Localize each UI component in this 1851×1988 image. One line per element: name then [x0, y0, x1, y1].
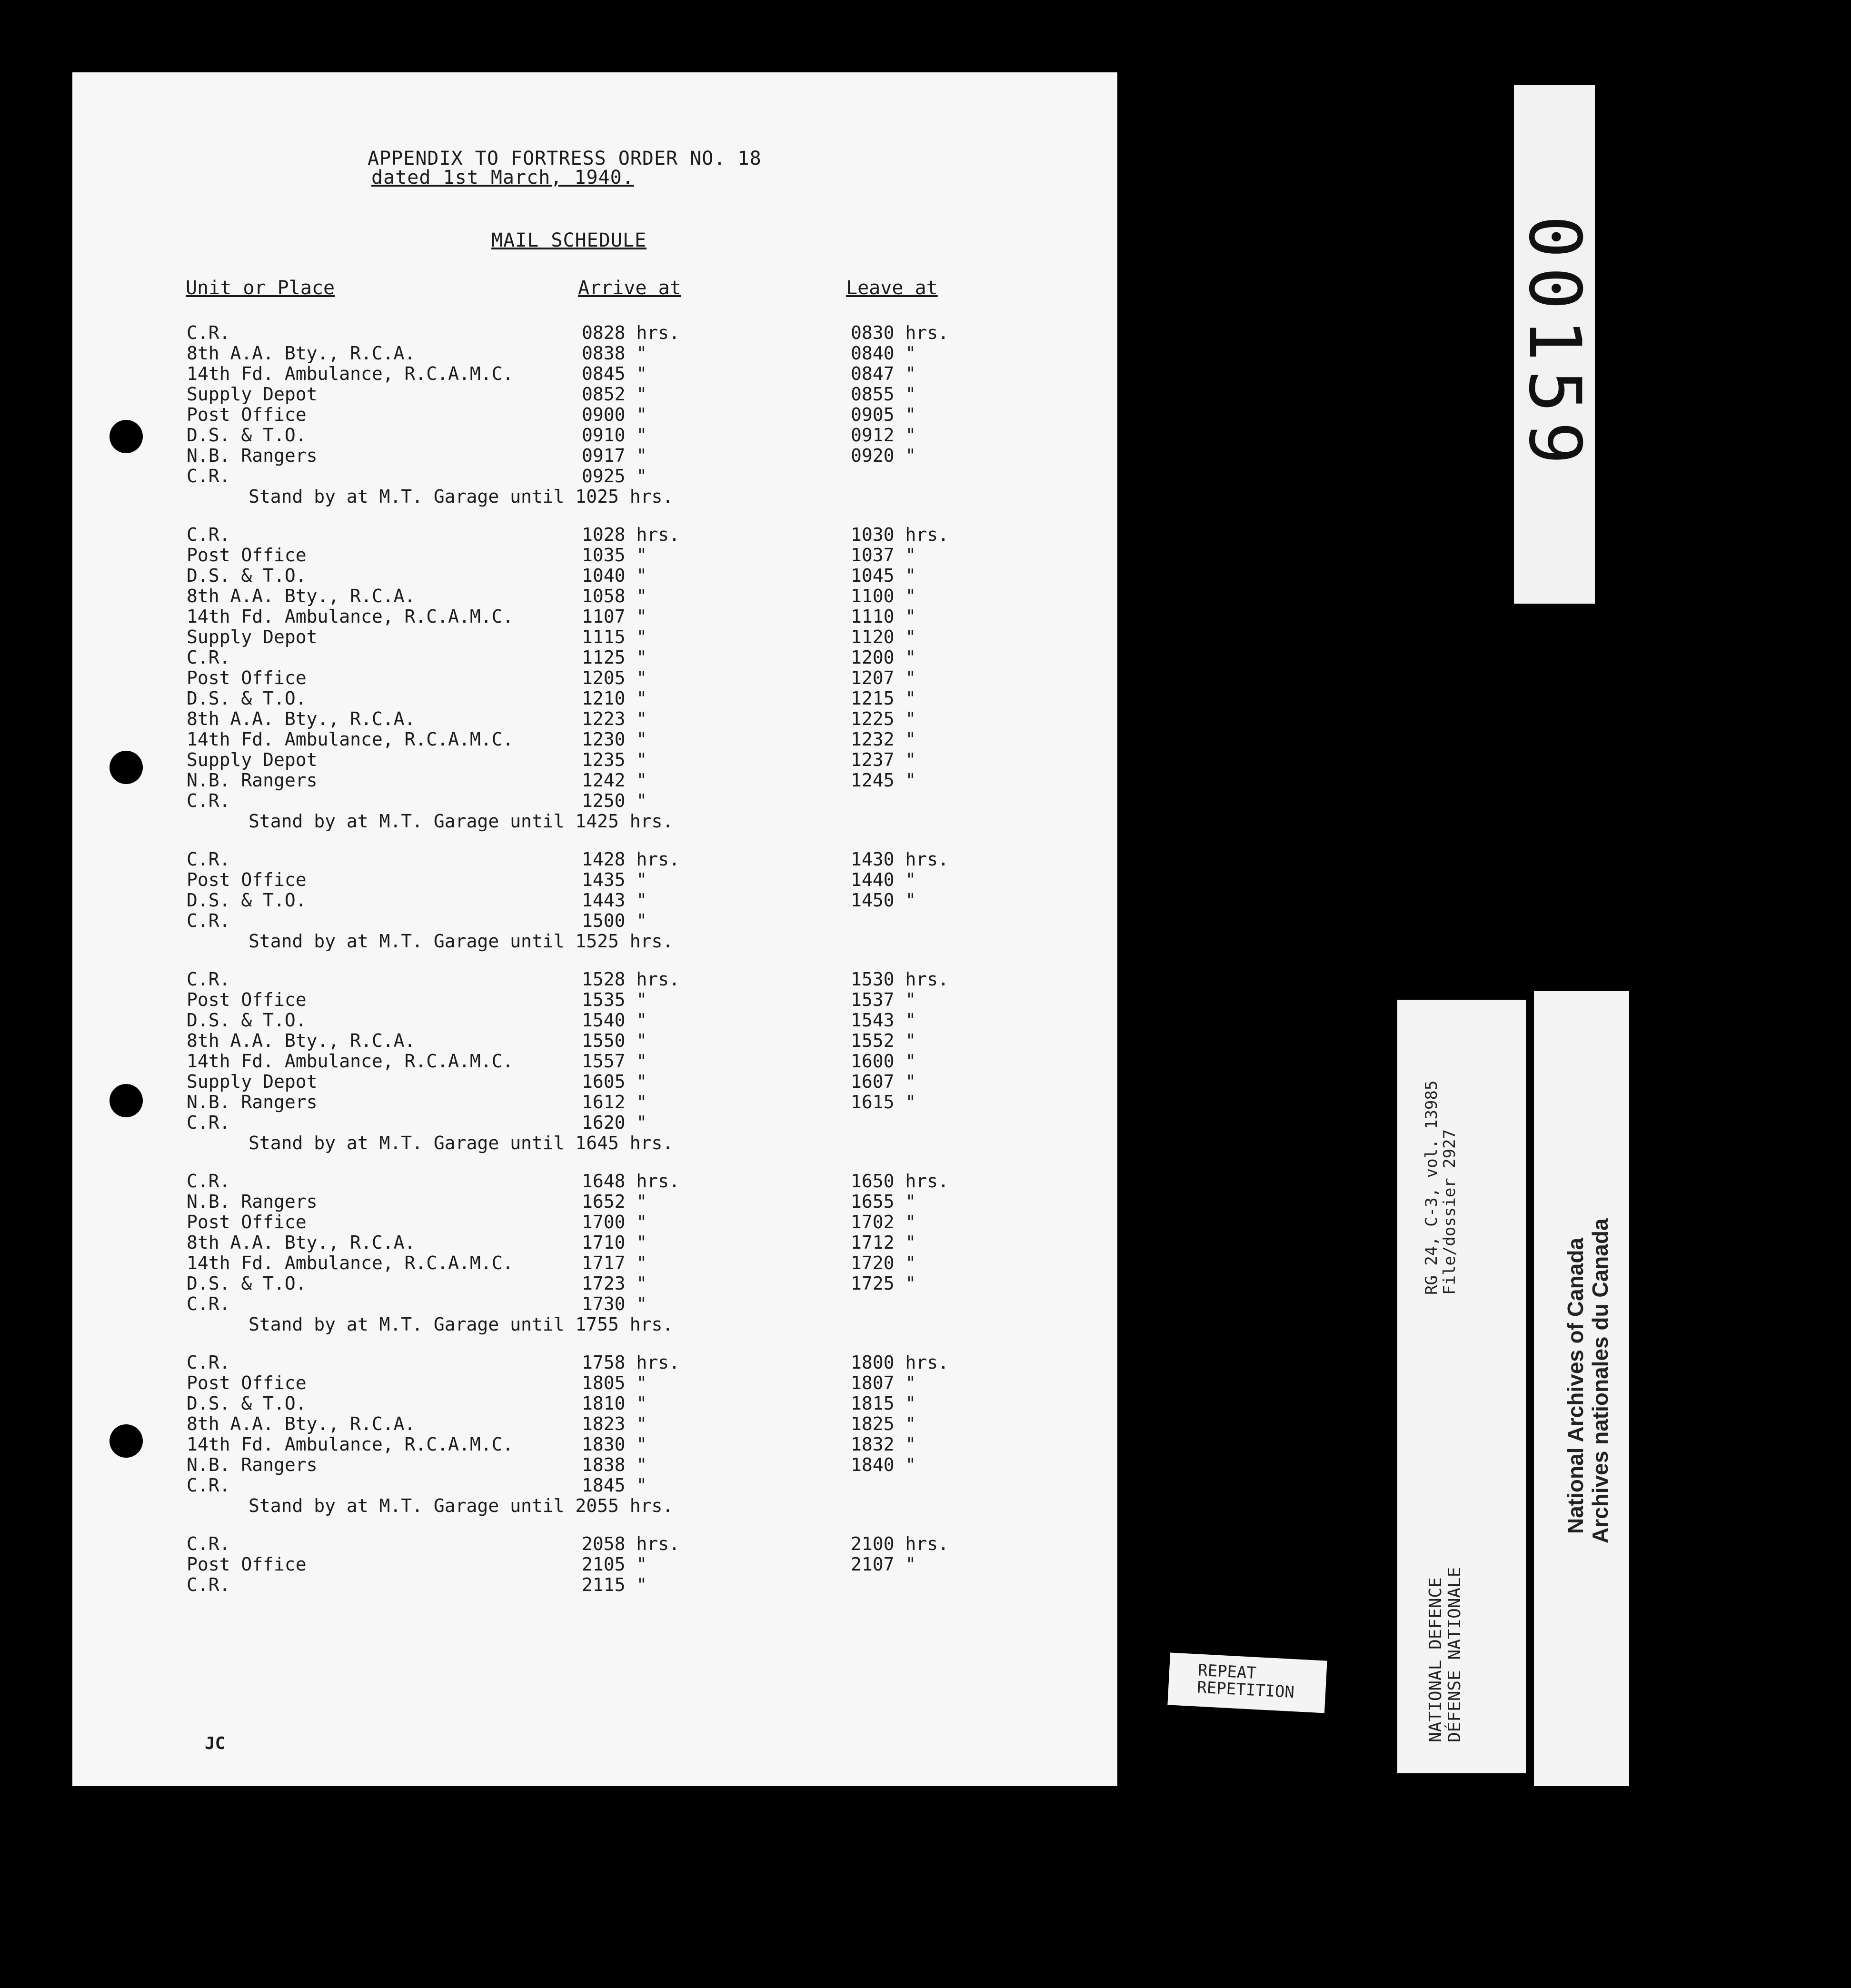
- place-cell: D.S. & T.O.: [187, 1393, 307, 1414]
- leave-cell: 1702 ": [851, 1212, 916, 1233]
- archives-label: [1534, 991, 1629, 1786]
- arrive-cell: 1717 ": [582, 1252, 647, 1273]
- schedule-row: [187, 790, 1091, 811]
- leave-cell: 1245 ": [851, 770, 916, 791]
- schedule-row: [187, 749, 1091, 770]
- schedule-row: [187, 1010, 1091, 1030]
- leave-cell: 1215 ": [851, 688, 916, 709]
- arrive-cell: 1710 ": [582, 1232, 647, 1253]
- leave-cell: 1720 ": [851, 1252, 916, 1273]
- schedule-row: [187, 869, 1091, 890]
- arrive-cell: 1823 ": [582, 1413, 647, 1434]
- document-title: APPENDIX TO FORTRESS ORDER NO. 18: [368, 148, 762, 169]
- schedule-row: [187, 1454, 1091, 1475]
- arrive-cell: 2058 hrs.: [582, 1533, 680, 1554]
- schedule-row: [187, 910, 1091, 931]
- schedule-row: [187, 322, 1091, 343]
- department-line-2: DÉFENSE NATIONALE: [1445, 1567, 1464, 1742]
- schedule-row: [187, 1434, 1091, 1454]
- schedule-row: [187, 425, 1091, 445]
- column-header-unit: Unit or Place: [186, 277, 335, 299]
- place-cell: C.R.: [187, 849, 230, 870]
- arrive-cell: 1830 ": [582, 1434, 647, 1455]
- place-cell: Supply Depot: [187, 384, 318, 405]
- leave-cell: 1615 ": [851, 1092, 916, 1113]
- arrive-cell: 1605 ": [582, 1071, 647, 1092]
- arrive-cell: 1428 hrs.: [582, 849, 680, 870]
- schedule-row: [187, 466, 1091, 486]
- schedule-row: [187, 770, 1091, 790]
- schedule-row: [187, 586, 1091, 606]
- leave-cell: 1650 hrs.: [851, 1171, 949, 1192]
- leave-cell: 1815 ": [851, 1393, 916, 1414]
- schedule-row: [187, 445, 1091, 466]
- leave-cell: 1807 ": [851, 1372, 916, 1393]
- arrive-cell: 0852 ": [582, 384, 647, 405]
- schedule-row: [187, 849, 1091, 869]
- arrive-cell: 1115 ": [582, 626, 647, 647]
- place-cell: C.R.: [187, 969, 230, 990]
- place-cell: D.S. & T.O.: [187, 1273, 307, 1294]
- arrive-cell: 0838 ": [582, 343, 647, 364]
- repeat-line-1: REPEAT: [1197, 1660, 1257, 1683]
- schedule-row: [187, 989, 1091, 1010]
- place-cell: Supply Depot: [187, 1071, 318, 1092]
- arrive-cell: 0925 ": [582, 466, 647, 487]
- schedule-row: [187, 1554, 1091, 1574]
- reference-line-1: RG 24, C-3, vol. 13985: [1422, 1080, 1441, 1295]
- column-header-leave: Leave at: [846, 277, 938, 299]
- leave-cell: 1207 ": [851, 667, 916, 688]
- standby-note: Stand by at M.T. Garage until 1755 hrs.: [249, 1314, 674, 1335]
- leave-cell: 1543 ": [851, 1010, 916, 1031]
- schedule-row: [187, 1393, 1091, 1413]
- leave-cell: 1110 ": [851, 606, 916, 627]
- schedule-row: [187, 1030, 1091, 1051]
- place-cell: Post Office: [187, 1212, 307, 1233]
- archives-line-1: National Archives of Canada: [1563, 1237, 1588, 1534]
- arrive-cell: 1805 ": [582, 1372, 647, 1393]
- standby-note: Stand by at M.T. Garage until 1425 hrs.: [249, 811, 674, 832]
- schedule-row: [187, 1252, 1091, 1273]
- reference-label: [1397, 1000, 1526, 1773]
- place-cell: N.B. Rangers: [187, 1454, 318, 1475]
- arrive-cell: 1652 ": [582, 1191, 647, 1212]
- leave-cell: 1237 ": [851, 749, 916, 770]
- schedule-row: [187, 1112, 1091, 1133]
- leave-cell: 1120 ": [851, 626, 916, 647]
- leave-cell: 1100 ": [851, 586, 916, 606]
- leave-cell: 0847 ": [851, 363, 916, 384]
- schedule-row: [187, 1171, 1091, 1191]
- leave-cell: 1030 hrs.: [851, 524, 949, 545]
- place-cell: 8th A.A. Bty., R.C.A.: [187, 1413, 416, 1434]
- schedule-row: [187, 708, 1091, 729]
- schedule-row: [187, 1071, 1091, 1092]
- place-cell: D.S. & T.O.: [187, 425, 307, 446]
- schedule-row: [187, 1212, 1091, 1232]
- schedule-row: [187, 890, 1091, 910]
- leave-cell: 0830 hrs.: [851, 322, 949, 343]
- leave-cell: 1725 ": [851, 1273, 916, 1294]
- schedule-row: [187, 1574, 1091, 1595]
- arrive-cell: 1500 ": [582, 910, 647, 931]
- leave-cell: 2107 ": [851, 1554, 916, 1575]
- standby-note: Stand by at M.T. Garage until 1525 hrs.: [249, 931, 674, 952]
- arrive-cell: 1230 ": [582, 729, 647, 750]
- leave-cell: 1840 ": [851, 1454, 916, 1475]
- arrive-cell: 1210 ": [582, 688, 647, 709]
- punch-hole: [109, 420, 143, 453]
- arrive-cell: 1723 ": [582, 1273, 647, 1294]
- leave-cell: 1552 ": [851, 1030, 916, 1051]
- punch-hole: [109, 751, 143, 784]
- place-cell: C.R.: [187, 1533, 230, 1554]
- place-cell: Post Office: [187, 667, 307, 688]
- arrive-cell: 1125 ": [582, 647, 647, 668]
- arrive-cell: 1058 ": [582, 586, 647, 606]
- leave-cell: 1600 ": [851, 1051, 916, 1072]
- place-cell: 14th Fd. Ambulance, R.C.A.M.C.: [187, 1051, 514, 1072]
- place-cell: C.R.: [187, 322, 230, 343]
- schedule-row: [187, 363, 1091, 384]
- place-cell: 8th A.A. Bty., R.C.A.: [187, 586, 416, 606]
- punch-hole: [109, 1424, 143, 1458]
- place-cell: 14th Fd. Ambulance, R.C.A.M.C.: [187, 1434, 514, 1455]
- arrive-cell: 1040 ": [582, 565, 647, 586]
- arrive-cell: 0910 ": [582, 425, 647, 446]
- schedule-row: [187, 1232, 1091, 1252]
- leave-cell: 0912 ": [851, 425, 916, 446]
- typist-initials: JC: [205, 1734, 226, 1753]
- schedule-title: MAIL SCHEDULE: [491, 229, 647, 251]
- leave-cell: 1430 hrs.: [851, 849, 949, 870]
- place-cell: C.R.: [187, 524, 230, 545]
- frame-number-label: [1514, 85, 1595, 604]
- schedule-row: [187, 606, 1091, 626]
- arrive-cell: 1845 ": [582, 1475, 647, 1496]
- leave-cell: 1800 hrs.: [851, 1352, 949, 1373]
- leave-cell: 1655 ": [851, 1191, 916, 1212]
- place-cell: N.B. Rangers: [187, 1191, 318, 1212]
- leave-cell: 1832 ": [851, 1434, 916, 1455]
- leave-cell: 0905 ": [851, 404, 916, 425]
- schedule-row: [187, 565, 1091, 586]
- place-cell: C.R.: [187, 1475, 230, 1496]
- schedule-row: [187, 1092, 1091, 1112]
- arrive-cell: 1758 hrs.: [582, 1352, 680, 1373]
- arrive-cell: 1235 ": [582, 749, 647, 770]
- schedule-row: [187, 647, 1091, 667]
- arrive-cell: 1620 ": [582, 1112, 647, 1133]
- schedule-row: [187, 384, 1091, 404]
- department-line-1: NATIONAL DEFENCE: [1426, 1577, 1445, 1742]
- place-cell: C.R.: [187, 1171, 230, 1192]
- leave-cell: 1045 ": [851, 565, 916, 586]
- schedule-table: [187, 322, 1091, 1612]
- place-cell: C.R.: [187, 1293, 230, 1314]
- leave-cell: 1440 ": [851, 869, 916, 890]
- place-cell: 8th A.A. Bty., R.C.A.: [187, 1030, 416, 1051]
- arrive-cell: 1730 ": [582, 1293, 647, 1314]
- arrive-cell: 0917 ": [582, 445, 647, 466]
- leave-cell: 1607 ": [851, 1071, 916, 1092]
- place-cell: Post Office: [187, 989, 307, 1010]
- place-cell: Post Office: [187, 545, 307, 566]
- schedule-row: [187, 729, 1091, 749]
- arrive-cell: 0845 ": [582, 363, 647, 384]
- arrive-cell: 1443 ": [582, 890, 647, 911]
- arrive-cell: 1550 ": [582, 1030, 647, 1051]
- place-cell: D.S. & T.O.: [187, 688, 307, 709]
- arrive-cell: 1205 ": [582, 667, 647, 688]
- schedule-row: [187, 1191, 1091, 1212]
- place-cell: N.B. Rangers: [187, 1092, 318, 1113]
- arrive-cell: 1648 hrs.: [582, 1171, 680, 1192]
- place-cell: 8th A.A. Bty., R.C.A.: [187, 343, 416, 364]
- place-cell: C.R.: [187, 1574, 230, 1595]
- place-cell: 8th A.A. Bty., R.C.A.: [187, 708, 416, 729]
- arrive-cell: 2105 ": [582, 1554, 647, 1575]
- place-cell: D.S. & T.O.: [187, 565, 307, 586]
- place-cell: Post Office: [187, 1372, 307, 1393]
- arrive-cell: 1028 hrs.: [582, 524, 680, 545]
- column-header-arrive: Arrive at: [578, 277, 681, 299]
- leave-cell: 1537 ": [851, 989, 916, 1010]
- arrive-cell: 2115 ": [582, 1574, 647, 1595]
- schedule-row: [187, 688, 1091, 708]
- arrive-cell: 1435 ": [582, 869, 647, 890]
- punch-hole: [109, 1084, 143, 1117]
- place-cell: Post Office: [187, 404, 307, 425]
- repeat-stamp: [1167, 1652, 1327, 1713]
- leave-cell: 0840 ": [851, 343, 916, 364]
- place-cell: 14th Fd. Ambulance, R.C.A.M.C.: [187, 606, 514, 627]
- place-cell: 14th Fd. Ambulance, R.C.A.M.C.: [187, 363, 514, 384]
- place-cell: C.R.: [187, 647, 230, 668]
- place-cell: 14th Fd. Ambulance, R.C.A.M.C.: [187, 729, 514, 750]
- arrive-cell: 1557 ": [582, 1051, 647, 1072]
- arrive-cell: 1528 hrs.: [582, 969, 680, 990]
- leave-cell: 1530 hrs.: [851, 969, 949, 990]
- leave-cell: 1200 ": [851, 647, 916, 668]
- place-cell: C.R.: [187, 910, 230, 931]
- schedule-row: [187, 1475, 1091, 1495]
- schedule-row: [187, 545, 1091, 565]
- arrive-cell: 1540 ": [582, 1010, 647, 1031]
- arrive-cell: 1250 ": [582, 790, 647, 811]
- schedule-row: [187, 343, 1091, 363]
- leave-cell: 1450 ": [851, 890, 916, 911]
- place-cell: N.B. Rangers: [187, 770, 318, 791]
- arrive-cell: 1810 ": [582, 1393, 647, 1414]
- arrive-cell: 1223 ": [582, 708, 647, 729]
- place-cell: C.R.: [187, 466, 230, 487]
- schedule-row: [187, 1413, 1091, 1434]
- arrive-cell: 0828 hrs.: [582, 322, 680, 343]
- place-cell: 14th Fd. Ambulance, R.C.A.M.C.: [187, 1252, 514, 1273]
- leave-cell: 1712 ": [851, 1232, 916, 1253]
- schedule-row: [187, 1352, 1091, 1372]
- place-cell: Supply Depot: [187, 749, 318, 770]
- schedule-row: [187, 1051, 1091, 1071]
- schedule-row: [187, 404, 1091, 425]
- schedule-row: [187, 524, 1091, 545]
- schedule-row: [187, 1533, 1091, 1554]
- leave-cell: 0855 ": [851, 384, 916, 405]
- schedule-row: [187, 1372, 1091, 1393]
- schedule-row: [187, 969, 1091, 989]
- place-cell: C.R.: [187, 1352, 230, 1373]
- place-cell: Post Office: [187, 869, 307, 890]
- frame-number: 00159: [1513, 215, 1596, 473]
- arrive-cell: 1535 ": [582, 989, 647, 1010]
- archives-line-2: Archives nationales du Canada: [1588, 1218, 1612, 1543]
- leave-cell: 1232 ": [851, 729, 916, 750]
- place-cell: N.B. Rangers: [187, 445, 318, 466]
- place-cell: Supply Depot: [187, 626, 318, 647]
- standby-note: Stand by at M.T. Garage until 1645 hrs.: [249, 1133, 674, 1153]
- schedule-row: [187, 1293, 1091, 1314]
- place-cell: 8th A.A. Bty., R.C.A.: [187, 1232, 416, 1253]
- place-cell: D.S. & T.O.: [187, 890, 307, 911]
- place-cell: Post Office: [187, 1554, 307, 1575]
- standby-note: Stand by at M.T. Garage until 2055 hrs.: [249, 1495, 674, 1516]
- document-date: dated 1st March, 1940.: [371, 167, 634, 189]
- schedule-row: [187, 1273, 1091, 1293]
- arrive-cell: 1107 ": [582, 606, 647, 627]
- document-page: [72, 72, 1117, 1786]
- leave-cell: 1225 ": [851, 708, 916, 729]
- schedule-row: [187, 667, 1091, 688]
- place-cell: C.R.: [187, 790, 230, 811]
- arrive-cell: 1838 ": [582, 1454, 647, 1475]
- arrive-cell: 1612 ": [582, 1092, 647, 1113]
- place-cell: D.S. & T.O.: [187, 1010, 307, 1031]
- place-cell: C.R.: [187, 1112, 230, 1133]
- arrive-cell: 1242 ": [582, 770, 647, 791]
- repeat-line-2: REPETITION: [1196, 1678, 1295, 1702]
- schedule-row: [187, 626, 1091, 647]
- arrive-cell: 1700 ": [582, 1212, 647, 1233]
- leave-cell: 0920 ": [851, 445, 916, 466]
- standby-note: Stand by at M.T. Garage until 1025 hrs.: [249, 486, 674, 507]
- reference-line-2: File/dossier 2927: [1440, 1129, 1459, 1295]
- leave-cell: 1825 ": [851, 1413, 916, 1434]
- leave-cell: 1037 ": [851, 545, 916, 566]
- arrive-cell: 0900 ": [582, 404, 647, 425]
- arrive-cell: 1035 ": [582, 545, 647, 566]
- leave-cell: 2100 hrs.: [851, 1533, 949, 1554]
